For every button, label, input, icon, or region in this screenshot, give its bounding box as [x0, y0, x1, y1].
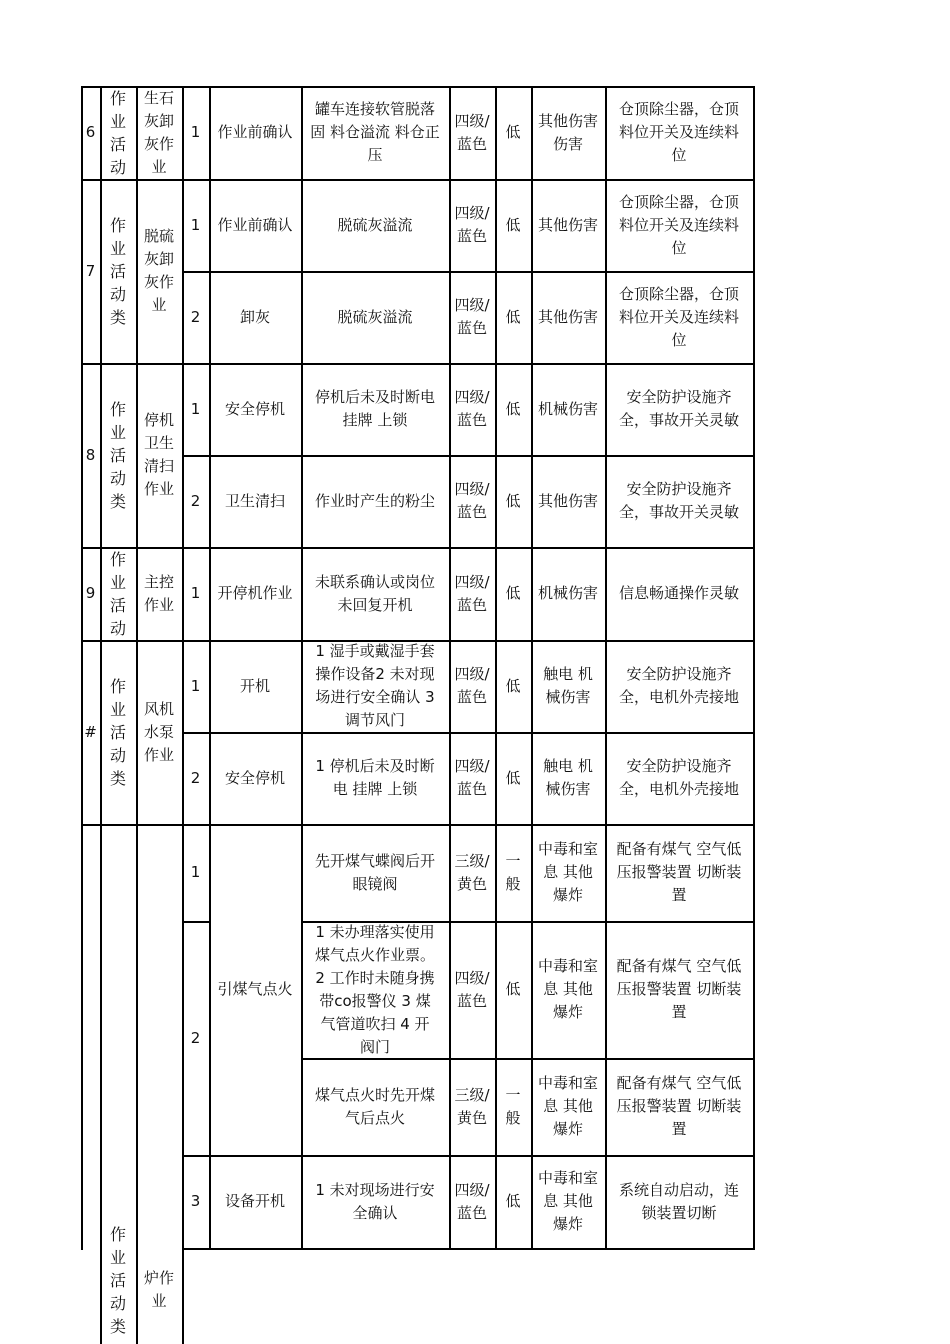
merge-mask	[210, 920, 301, 924]
grid-line	[449, 86, 451, 1248]
accident-type: 中毒和室 息 其他 爆炸	[537, 957, 598, 1021]
control-measure: 仓顶除尘器，仓顶 料位开关及连续料 位	[618, 100, 739, 164]
work-item: 炉作 业	[143, 1269, 174, 1310]
step-name: 作业前确认	[217, 123, 293, 141]
step-name: 卫生清扫	[224, 491, 285, 510]
activity-category: 作 业 活 动 类	[109, 676, 126, 788]
risk-level: 四级/ 蓝色	[454, 480, 490, 521]
step-name: 安全停机	[224, 399, 285, 418]
grid-line	[301, 86, 303, 1248]
step-name: 安全停机	[224, 768, 285, 787]
step-name: 作业前确认	[217, 215, 293, 234]
work-item: 主控 作业	[143, 572, 174, 614]
grid-line	[182, 732, 755, 734]
hazard-description: 1 停机后未及时断 电 挂牌 上锁	[315, 757, 435, 798]
accident-type: 触电 机 械伤害	[543, 665, 593, 706]
grid-line	[100, 86, 102, 1248]
step-index: 2	[190, 307, 201, 326]
risk-level: 四级/ 蓝色	[454, 1180, 490, 1222]
risk-level: 四级/ 蓝色	[454, 296, 490, 337]
step-index: 1	[190, 399, 201, 418]
control-measure: 信息畅通操作灵敏	[618, 584, 739, 602]
hazard-description: 1 未对现场进行安 全确认	[315, 1180, 435, 1222]
risk-level: 四级/ 蓝色	[454, 757, 490, 798]
control-measure: 安全防护设施齐 全，电机外壳接地	[618, 757, 739, 798]
grid-line	[753, 86, 755, 1248]
hazard-description: 罐车连接软管脱落 固 料仓溢流 料仓正 压	[310, 100, 440, 164]
step-index: 3	[190, 1192, 201, 1210]
risk-level: 四级/ 蓝色	[454, 111, 490, 153]
grid-line	[182, 86, 184, 1248]
risk-level: 四级/ 蓝色	[454, 572, 490, 614]
accident-type: 触电 机 械伤害	[543, 757, 593, 798]
risk-level: 三级/ 黄色	[454, 1085, 490, 1127]
hazard-description: 停机后未及时断电 挂牌 上锁	[314, 388, 435, 429]
step-index: 2	[190, 768, 201, 787]
group-number: #	[84, 722, 97, 741]
grid-line	[301, 1058, 755, 1060]
grid-line	[81, 86, 83, 1250]
control-measure: 仓顶除尘器，仓顶 料位开关及连续料 位	[618, 284, 739, 349]
activity-category: 作 业 活 动 类	[109, 399, 126, 511]
risk-grade: 低	[505, 980, 521, 998]
step-index: 1	[190, 123, 201, 141]
step-index: 1	[190, 676, 201, 695]
grid-line	[182, 1248, 755, 1250]
grid-line	[182, 271, 755, 273]
step-index: 1	[190, 584, 201, 602]
risk-grade: 一 般	[505, 851, 521, 893]
grid-line	[531, 86, 533, 1248]
work-item: 风机 水泵 作业	[143, 699, 174, 764]
risk-grade: 低	[505, 1192, 521, 1210]
risk-level: 四级/ 蓝色	[454, 665, 490, 706]
grid-line	[209, 86, 211, 1248]
control-measure: 系统自动启动，连 锁装置切断	[618, 1180, 739, 1222]
control-measure: 安全防护设施齐 全，事故开关灵敏	[618, 480, 739, 521]
grid-line	[136, 1248, 138, 1344]
control-measure: 配备有煤气 空气低 压报警装置 切断装 置	[616, 1074, 742, 1138]
hazard-description: 1 湿手或戴湿手套 操作设备2 未对现 场进行安全确认 3 调节风门	[315, 642, 435, 729]
hazard-description: 先开煤气蝶阀后开 眼镜阀	[314, 851, 435, 893]
risk-grade: 低	[505, 584, 521, 602]
activity-category: 作 业 活 动 类	[109, 215, 126, 327]
risk-grade: 低	[505, 399, 521, 418]
accident-type: 中毒和室 息 其他 爆炸	[537, 1169, 598, 1233]
risk-grade: 低	[505, 768, 521, 787]
work-item: 停机 卫生 清扫 作业	[143, 411, 174, 498]
group-number: 7	[85, 261, 96, 280]
risk-grade: 一 般	[505, 1085, 521, 1127]
accident-type: 其他伤害	[537, 491, 598, 510]
risk-level: 四级/ 蓝色	[454, 968, 490, 1010]
group-number: 6	[85, 123, 96, 141]
grid-line	[182, 1155, 755, 1157]
accident-type: 其他伤害	[537, 215, 598, 234]
work-item: 生石 灰卸 灰作 业	[143, 88, 174, 176]
risk-grade: 低	[505, 123, 521, 141]
risk-grade: 低	[505, 307, 521, 326]
accident-type: 中毒和室 息 其他 爆炸	[537, 840, 598, 904]
accident-type: 其他伤害 伤害	[537, 111, 598, 153]
activity-category: 作 业 活 动	[109, 88, 126, 177]
group-number: 8	[85, 445, 96, 464]
risk-level: 四级/ 蓝色	[454, 388, 490, 429]
risk-grade: 低	[505, 676, 521, 695]
accident-type: 中毒和室 息 其他 爆炸	[537, 1074, 598, 1138]
grid-line	[182, 455, 755, 457]
step-name: 引煤气点火	[217, 980, 293, 998]
step-index: 2	[190, 1028, 201, 1047]
grid-line	[605, 86, 607, 1248]
accident-type: 机械伤害	[537, 584, 598, 602]
hazard-description: 脱硫灰溢流	[337, 307, 413, 326]
hazard-description: 作业时产生的粉尘	[314, 491, 435, 510]
work-item: 脱硫 灰卸 灰作 业	[143, 227, 174, 314]
risk-level: 四级/ 蓝色	[454, 204, 490, 245]
risk-grade: 低	[505, 215, 521, 234]
control-measure: 安全防护设施齐 全，电机外壳接地	[618, 665, 739, 706]
grid-line	[495, 86, 497, 1248]
control-measure: 安全防护设施齐 全，事故开关灵敏	[618, 388, 739, 429]
step-index: 1	[190, 215, 201, 234]
grid-line	[136, 86, 138, 1248]
hazard-description: 煤气点火时先开煤 气后点火	[314, 1085, 435, 1127]
accident-type: 机械伤害	[537, 399, 598, 418]
hazard-description: 1 未办理落实使用 煤气点火作业票。 2 工作时未随身携 带co报警仪 3 煤 气管道吹扫 4 开 阀门	[314, 922, 435, 1056]
hazard-description: 脱硫灰溢流	[337, 215, 413, 234]
group-number	[81, 824, 100, 1340]
step-name: 开机	[239, 676, 270, 695]
control-measure: 仓顶除尘器，仓顶 料位开关及连续料 位	[618, 192, 739, 257]
control-measure: 配备有煤气 空气低 压报警装置 切断装 置	[616, 957, 742, 1021]
step-name: 设备开机	[224, 1192, 285, 1210]
activity-category: 作 业 活 动 类	[109, 1224, 126, 1336]
step-name: 开停机作业	[217, 584, 293, 602]
grid-line	[182, 1248, 184, 1344]
group-number: 9	[85, 584, 96, 602]
control-measure: 配备有煤气 空气低 压报警装置 切断装 置	[616, 840, 742, 904]
step-index: 1	[190, 863, 201, 881]
hazard-description: 未联系确认或岗位 未回复开机	[314, 572, 435, 614]
step-index: 2	[190, 491, 201, 510]
accident-type: 其他伤害	[537, 307, 598, 326]
risk-grade: 低	[505, 491, 521, 510]
risk-level: 三级/ 黄色	[454, 851, 490, 893]
activity-category: 作 业 活 动	[109, 549, 126, 638]
grid-line	[100, 1248, 102, 1344]
step-name: 卸灰	[239, 307, 270, 326]
